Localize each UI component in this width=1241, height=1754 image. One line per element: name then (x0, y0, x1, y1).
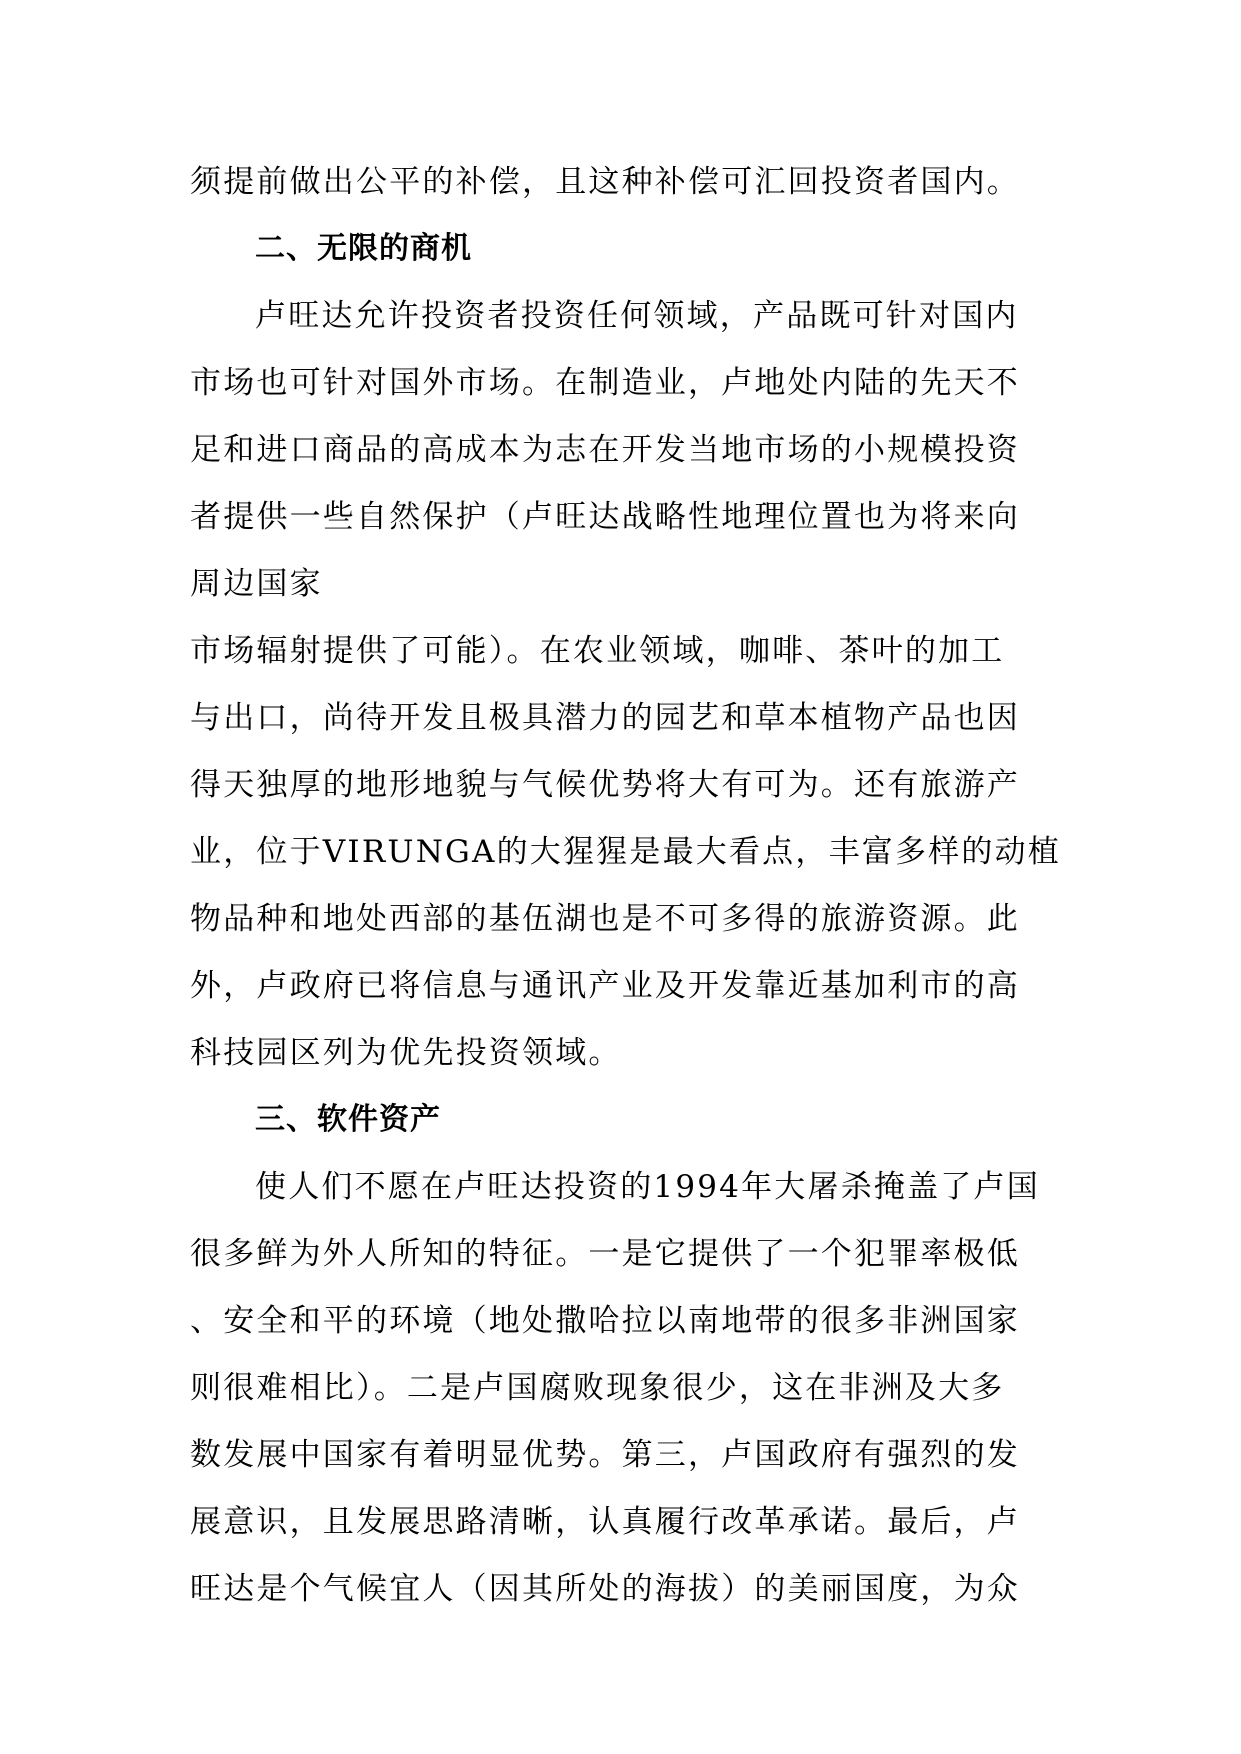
body-text-line: 使人们不愿在卢旺达投资的1994年大屠杀掩盖了卢国 (255, 1169, 1040, 1205)
body-text-line: 展意识，且发展思路清晰，认真履行改革承诺。最后，卢 (190, 1504, 1020, 1540)
section-heading-2: 二、无限的商机 (255, 231, 472, 266)
body-text-line: 科技园区列为优先投资领域。 (190, 1035, 622, 1071)
body-text-line: 市场辐射提供了可能）。在农业领域，咖啡、茶叶的加工 (190, 633, 1005, 669)
body-text-line: 则很难相比）。二是卢国腐败现象很少，这在非洲及大多 (190, 1370, 1005, 1406)
body-text-line: 业，位于VIRUNGA的大猩猩是最大看点，丰富多样的动植 (190, 834, 1061, 870)
body-text-line: 卢旺达允许投资者投资任何领域，产品既可针对国内 (255, 298, 1019, 334)
body-text-line: 、安全和平的环境（地处撒哈拉以南地带的很多非洲国家 (190, 1303, 1020, 1339)
body-text-line: 周边国家 (190, 566, 323, 602)
body-text-line: 须提前做出公平的补偿，且这种补偿可汇回投资者国内。 (190, 164, 1020, 200)
body-text-line: 外，卢政府已将信息与通讯产业及开发靠近基加利市的高 (190, 968, 1020, 1004)
body-text-line: 与出口，尚待开发且极具潜力的园艺和草本植物产品也因 (190, 700, 1020, 736)
body-text-line: 足和进口商品的高成本为志在开发当地市场的小规模投资 (190, 432, 1020, 468)
body-text-line: 市场也可针对国外市场。在制造业，卢地处内陆的先天不 (190, 365, 1020, 401)
body-text-line: 很多鲜为外人所知的特征。一是它提供了一个犯罪率极低 (190, 1236, 1020, 1272)
body-text-line: 旺达是个气候宜人（因其所处的海拔）的美丽国度，为众 (190, 1571, 1020, 1607)
section-heading-3: 三、软件资产 (255, 1102, 441, 1137)
body-text-line: 数发展中国家有着明显优势。第三，卢国政府有强烈的发 (190, 1437, 1020, 1473)
body-text-line: 得天独厚的地形地貌与气候优势将大有可为。还有旅游产 (190, 767, 1020, 803)
body-text-line: 者提供一些自然保护（卢旺达战略性地理位置也为将来向 (190, 499, 1020, 535)
body-text-line: 物品种和地处西部的基伍湖也是不可多得的旅游资源。此 (190, 901, 1020, 937)
